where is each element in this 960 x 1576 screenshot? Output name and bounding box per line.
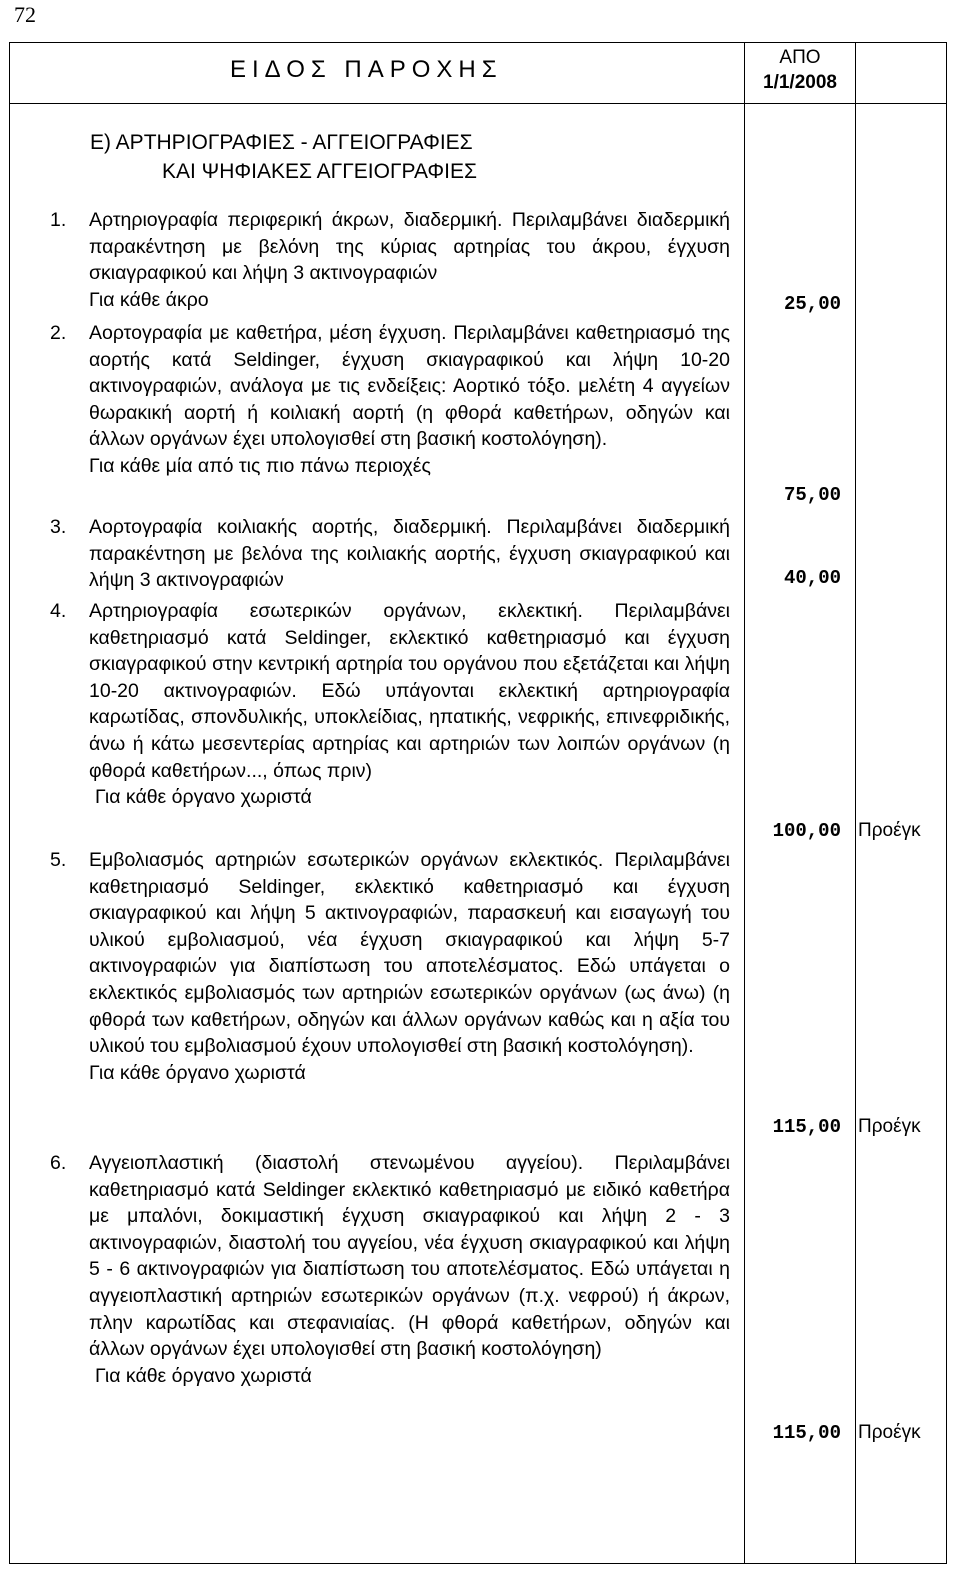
item-note: Προέγκ — [858, 820, 921, 841]
item-note: Προέγκ — [858, 1422, 921, 1443]
item-unit: Για κάθε όργανο χωριστά — [95, 1364, 312, 1387]
item-price: 40,00 — [783, 567, 841, 589]
column-divider-note — [855, 42, 856, 1564]
header-apo: ΑΠΟ — [779, 47, 821, 68]
list-item-2 — [50, 320, 730, 480]
item-description: Αγγειοπλαστική (διαστολή στενωμένου αγγείου). Περιλαμβάνει καθετηριασμό κατά Seldinger εκλεκτικό καθετηριασμό με ειδικό καθετήρα με μπαλόνι, δοκιμαστική έγχυση σκιαγραφικού και λήψη 2 - 3 ακτινογραφιών, διαστολή του αγγείου, νέα έγχυση σκιαγραφικού και λήψη 5 - 6 ακτινογραφιών για διαπίστωση του αποτελέσματος. Εδώ υπάγεται η αγγειοπλαστική αρτηριών εσωτερικών οργάνων (π.χ. νεφρού) ή άκρων, πλην καρωτίδας και στεφανιαίας. (Η φθορά καθετήρων, οδηγών και άλλων οργάνων έχει υπολογισθεί στη βασική κοστολόγηση) — [89, 1152, 730, 1361]
header-date: 1/1/2008 — [763, 72, 837, 93]
section-heading-line2: ΚΑΙ ΨΗΦΙΑΚΕΣ ΑΓΓΕΙΟΓΡΑΦΙΕΣ — [162, 160, 477, 183]
item-description: Αορτογραφία κοιλιακής αορτής, διαδερμική. Περιλαμβάνει διαδερμική παρακέντηση με βελόνα της κοιλιακής αορτής, έγχυση σκιαγραφικού και λήψη 3 ακτινογραφιών — [89, 516, 730, 592]
item-description: Εμβολιασμός αρτηριών εσωτερικών οργάνων εκλεκτικός. Περιλαμβάνει καθετηριασμό Seldinger, εκλεκτικό καθετηριασμό και έγχυση σκιαγραφικού και λήψη 5 ακτινογραφιών, παρασκευή και εισαγωγή του υλικού εμβολιασμού, νέα έγχυση σκιαγραφικού και λήψη 5-7 ακτινογραφιών για διαπίστωση του αποτελέσματος. Εδώ υπάγεται ο εκλεκτικός εμβολιασμός των αρτηριών εσωτερικών οργάνων (ως άνω) (η φθορά των καθετήρων, οδηγών και άλλων οργάνων καθώς και η αξία του υλικού του εμβολιασμού έχουν υπολογισθεί στη βασική κοστολόγηση). — [89, 849, 730, 1058]
section-heading-line1: Ε) ΑΡΤΗΡΙΟΓΡΑΦΙΕΣ - ΑΓΓΕΙΟΓΡΑΦΙΕΣ — [90, 131, 473, 154]
item-number: 3. — [50, 516, 67, 538]
item-number: 6. — [50, 1152, 67, 1174]
item-unit: Για κάθε άκρο — [89, 288, 209, 311]
item-number: 5. — [50, 849, 67, 871]
section-heading — [90, 128, 477, 186]
item-unit: Για κάθε όργανο χωριστά — [95, 786, 312, 809]
item-number: 4. — [50, 600, 67, 622]
item-description: Αρτηριογραφία περιφερική άκρων, διαδερμική. Περιλαμβάνει διαδερμική παρακέντηση με βελόνη της κύριας αρτηρίας του άκρου, έγχυση σκιαγραφικού και λήψη 3 ακτινογραφιών — [89, 209, 730, 285]
item-unit: Για κάθε μία από τις πιο πάνω περιοχές — [89, 454, 431, 477]
list-item-4 — [50, 598, 730, 811]
item-number: 1. — [50, 209, 67, 231]
header-title: ΕΙΔΟΣ ΠΑΡΟΧΗΣ — [230, 56, 503, 83]
item-description: Αρτηριογραφία εσωτερικών οργάνων, εκλεκτική. Περιλαμβάνει καθετηριασμό κατά Seldinger, εκλεκτικό καθετηριασμό και έγχυση σκιαγραφικού στην κεντρική αρτηρία του οργάνου που εξετάζεται και λήψη 10-20 ακτινογραφιών. Εδώ υπάγονται εκλεκτική αρτηριογραφία καρωτίδας, σπονδυλικής, υποκλείδιας, ηπατικής, νεφρικής, επινεφριδικής, άνω ή κάτω μεσεντερίας αρτηρίας και αρτηριών των λοιπών οργάνων (η φθορά καθετήρων..., όπως πριν) — [89, 600, 730, 782]
list-item-5 — [50, 847, 730, 1086]
list-item-1 — [50, 207, 730, 313]
item-description: Αορτογραφία με καθετήρα, μέση έγχυση. Περιλαμβάνει καθετηριασμό της αορτής κατά Seldinger, έγχυση σκιαγραφικού και λήψη 10-20 ακτινογραφιών, ανάλογα με τις ενδείξεις: Αορτικό τόξο. μελέτη 4 αγγείων θωρακική αορτή ή κοιλιακή αορτή (η φθορά καθετήρων, οδηγών και άλλων οργάνων έχει υπολογισθεί στη βασική κοστολόγηση). — [89, 322, 730, 451]
item-note: Προέγκ — [858, 1116, 921, 1137]
item-price: 75,00 — [783, 484, 841, 506]
item-number: 2. — [50, 322, 67, 344]
list-item-6 — [50, 1150, 730, 1389]
item-price: 115,00 — [772, 1422, 841, 1444]
page-number: 72 — [14, 2, 36, 27]
header-divider — [9, 103, 947, 104]
item-price: 25,00 — [783, 293, 841, 315]
list-item-3 — [50, 514, 730, 594]
item-unit: Για κάθε όργανο χωριστά — [89, 1061, 306, 1084]
column-divider-price — [744, 42, 745, 1564]
item-price: 100,00 — [772, 820, 841, 842]
item-price: 115,00 — [772, 1116, 841, 1138]
